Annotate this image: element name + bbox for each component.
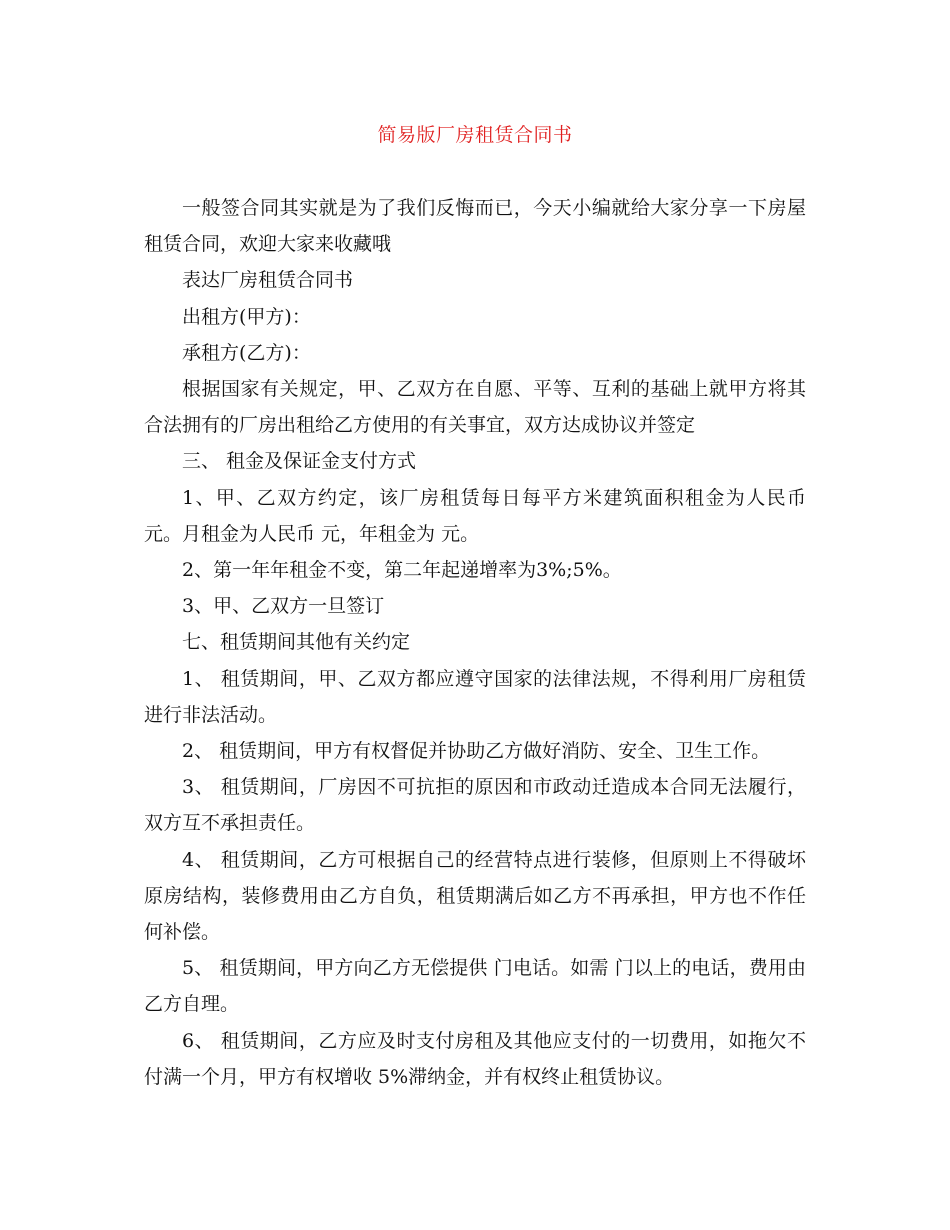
paragraph-lessee: 承租方(乙方)： [182, 341, 311, 364]
paragraph-intro: 一般签合同其实就是为了我们反悔而已，今天小编就给大家分享一下房屋租赁合同，欢迎大家来收藏哦 [144, 197, 806, 256]
clause-rent-3: 3、甲、乙双方一旦签订 [182, 595, 385, 618]
clause-other-6: 6、 租赁期间，乙方应及时支付房租及其他应支付的一切费用，如拖欠不付满一个月，甲方有权增收 5%滞纳金，并有权终止租赁协议。 [144, 1029, 806, 1088]
clause-other-2: 2、 租赁期间，甲方有权督促并协助乙方做好消防、安全、卫生工作。 [182, 740, 771, 763]
section-heading-rent: 三、 租金及保证金支付方式 [182, 450, 417, 473]
section-heading-other: 七、租赁期间其他有关约定 [182, 631, 411, 654]
document-title: 简易版厂房租赁合同书 [377, 124, 573, 146]
clause-other-3: 3、 租赁期间，厂房因不可抗拒的原因和市政动迁造成本合同无法履行，双方互不承担责任。 [144, 776, 806, 835]
paragraph-lessor: 出租方(甲方)： [182, 305, 311, 328]
document-body [144, 190, 806, 1095]
clause-other-5: 5、 租赁期间，甲方向乙方无偿提供 门电话。如需 门以上的电话，费用由乙方自理。 [144, 957, 806, 1016]
clause-other-1: 1、 租赁期间，甲、乙双方都应遵守国家的法律法规，不得利用厂房租赁进行非法活动。 [144, 667, 806, 726]
paragraph-subtitle: 表达厂房租赁合同书 [182, 269, 354, 292]
clause-rent-2: 2、第一年年租金不变，第二年起递增率为3%;5%。 [182, 559, 622, 582]
clause-rent-1: 1、甲、乙双方约定，该厂房租赁每日每平方米建筑面积租金为人民币 元。月租金为人民币 元，年租金为 元。 [144, 486, 806, 545]
clause-other-4: 4、 租赁期间，乙方可根据自己的经营特点进行装修，但原则上不得破坏原房结构，装修费用由乙方自负，租赁期满后如乙方不再承担，甲方也不作任何补偿。 [144, 848, 806, 944]
paragraph-preamble: 根据国家有关规定，甲、乙双方在自愿、平等、互利的基础上就甲方将其合法拥有的厂房出租给乙方使用的有关事宜，双方达成协议并签定 [144, 378, 806, 437]
